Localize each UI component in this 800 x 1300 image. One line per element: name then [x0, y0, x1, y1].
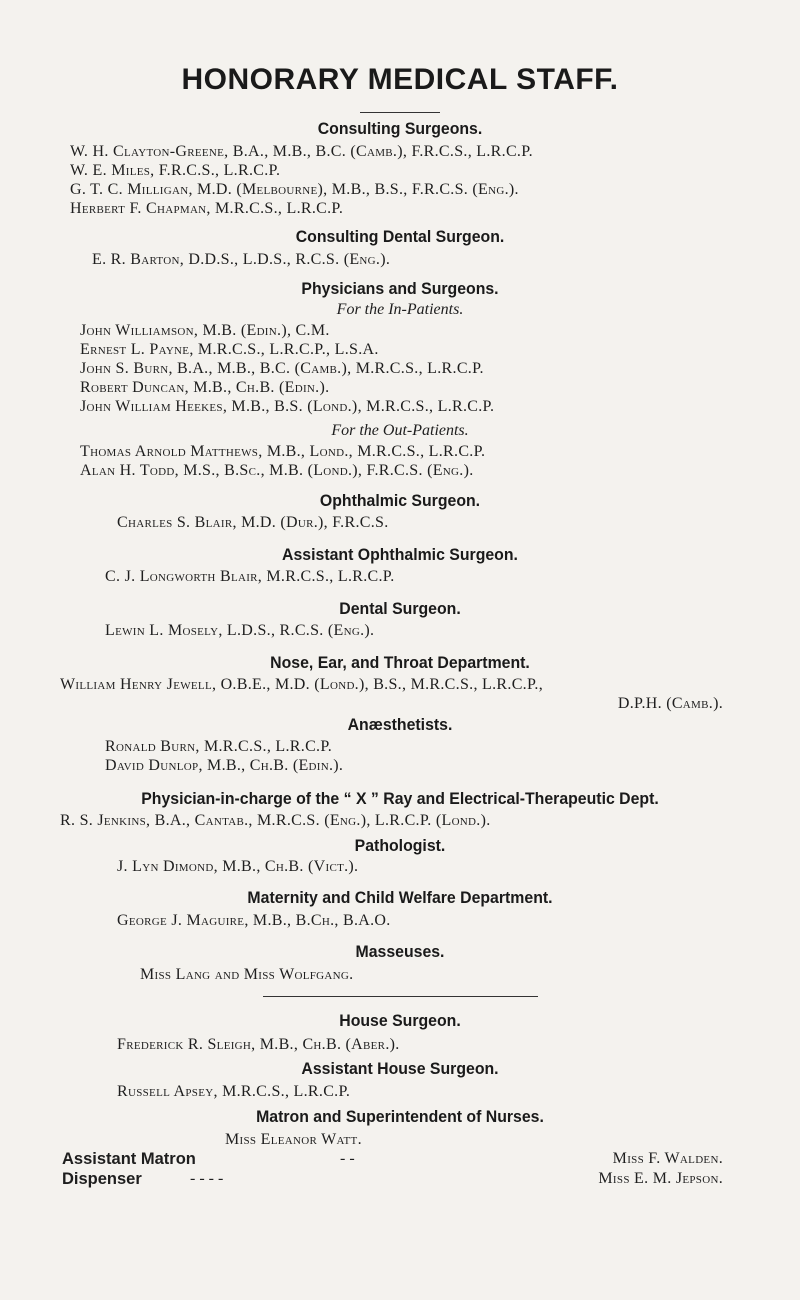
staff-line: J. Lyn Dimond, M.B., Ch.B. (Vict.).	[117, 858, 359, 875]
staff-line: Ronald Burn, M.R.C.S., L.R.C.P.	[105, 738, 333, 755]
staff-line: Charles S. Blair, M.D. (Dur.), F.R.C.S.	[117, 514, 389, 531]
staff-line: E. R. Barton, D.D.S., L.D.S., R.C.S. (Eng.).	[92, 251, 391, 268]
staff-line: D.P.H. (Camb.).	[617, 695, 723, 712]
page-title: HONORARY MEDICAL STAFF.	[181, 63, 619, 96]
staff-line: Frederick R. Sleigh, M.B., Ch.B. (Aber.).	[117, 1036, 400, 1053]
heading-anaesthetists: Anæsthetists.	[347, 716, 453, 734]
title-divider	[360, 112, 440, 113]
dash-leader: - -	[340, 1150, 355, 1167]
staff-line: William Henry Jewell, O.B.E., M.D. (Lond.), B.S., M.R.C.S., L.R.C.P.,	[60, 676, 543, 693]
staff-line: Robert Duncan, M.B., Ch.B. (Edin.).	[80, 379, 330, 396]
subheading-in-patients: For the In-Patients.	[336, 301, 464, 318]
heading-ophthalmic-surgeon: Ophthalmic Surgeon.	[319, 492, 481, 510]
heading-nose-ear-throat: Nose, Ear, and Throat Department.	[270, 654, 530, 672]
staff-line: Ernest L. Payne, M.R.C.S., L.R.C.P., L.S.A.	[80, 341, 379, 358]
staff-line: George J. Maguire, M.B., B.Ch., B.A.O.	[117, 912, 391, 929]
heading-physicians-and-surgeons: Physicians and Surgeons.	[301, 280, 499, 298]
dash-leader: - - - -	[190, 1170, 224, 1187]
staff-line: W. H. Clayton-Greene, B.A., M.B., B.C. (Camb.), F.R.C.S., L.R.C.P.	[70, 143, 533, 160]
staff-line: Alan H. Todd, M.S., B.Sc., M.B. (Lond.), F.R.C.S. (Eng.).	[80, 462, 474, 479]
value-dispenser: Miss E. M. Jepson.	[598, 1170, 723, 1187]
staff-line: John Williamson, M.B. (Edin.), C.M.	[80, 322, 330, 339]
staff-line: Miss Eleanor Watt.	[225, 1131, 362, 1148]
staff-line: Herbert F. Chapman, M.R.C.S., L.R.C.P.	[70, 200, 344, 217]
heading-maternity-child-welfare: Maternity and Child Welfare Department.	[247, 889, 553, 907]
staff-line: David Dunlop, M.B., Ch.B. (Edin.).	[105, 757, 344, 774]
staff-line: John S. Burn, B.A., M.B., B.C. (Camb.), M.R.C.S., L.R.C.P.	[80, 360, 484, 377]
staff-line: Lewin L. Mosely, L.D.S., R.C.S. (Eng.).	[105, 622, 375, 639]
label-dispenser: Dispenser	[62, 1170, 142, 1188]
value-assistant-matron: Miss F. Walden.	[612, 1150, 723, 1167]
staff-line: C. J. Longworth Blair, M.R.C.S., L.R.C.P.	[105, 568, 395, 585]
staff-line: John William Heekes, M.B., B.S. (Lond.), M.R.C.S., L.R.C.P.	[80, 398, 495, 415]
heading-matron: Matron and Superintendent of Nurses.	[256, 1108, 544, 1126]
staff-line: Miss Lang and Miss Wolfgang.	[140, 966, 354, 983]
heading-house-surgeon: House Surgeon.	[339, 1012, 461, 1030]
staff-line: W. E. Miles, F.R.C.S., L.R.C.P.	[70, 162, 281, 179]
staff-line: R. S. Jenkins, B.A., Cantab., M.R.C.S. (Eng.), L.R.C.P. (Lond.).	[60, 812, 491, 829]
heading-dental-surgeon: Dental Surgeon.	[339, 600, 461, 618]
heading-pathologist: Pathologist.	[354, 837, 446, 855]
heading-x-ray-dept: Physician-in-charge of the “ X ” Ray and Electrical-Therapeutic Dept.	[141, 790, 659, 808]
label-assistant-matron: Assistant Matron	[62, 1150, 196, 1168]
heading-masseuses: Masseuses.	[355, 943, 445, 961]
staff-line: G. T. C. Milligan, M.D. (Melbourne), M.B., B.S., F.R.C.S. (Eng.).	[70, 181, 519, 198]
heading-assistant-house-surgeon: Assistant House Surgeon.	[301, 1060, 499, 1078]
staff-line: Thomas Arnold Matthews, M.B., Lond., M.R.C.S., L.R.C.P.	[80, 443, 486, 460]
heading-consulting-dental-surgeon: Consulting Dental Surgeon.	[295, 228, 505, 246]
subheading-out-patients: For the Out-Patients.	[331, 422, 469, 439]
section-divider	[263, 996, 538, 997]
heading-consulting-surgeons: Consulting Surgeons.	[317, 120, 483, 138]
heading-assistant-ophthalmic-surgeon: Assistant Ophthalmic Surgeon.	[282, 546, 518, 564]
staff-line: Russell Apsey, M.R.C.S., L.R.C.P.	[117, 1083, 351, 1100]
